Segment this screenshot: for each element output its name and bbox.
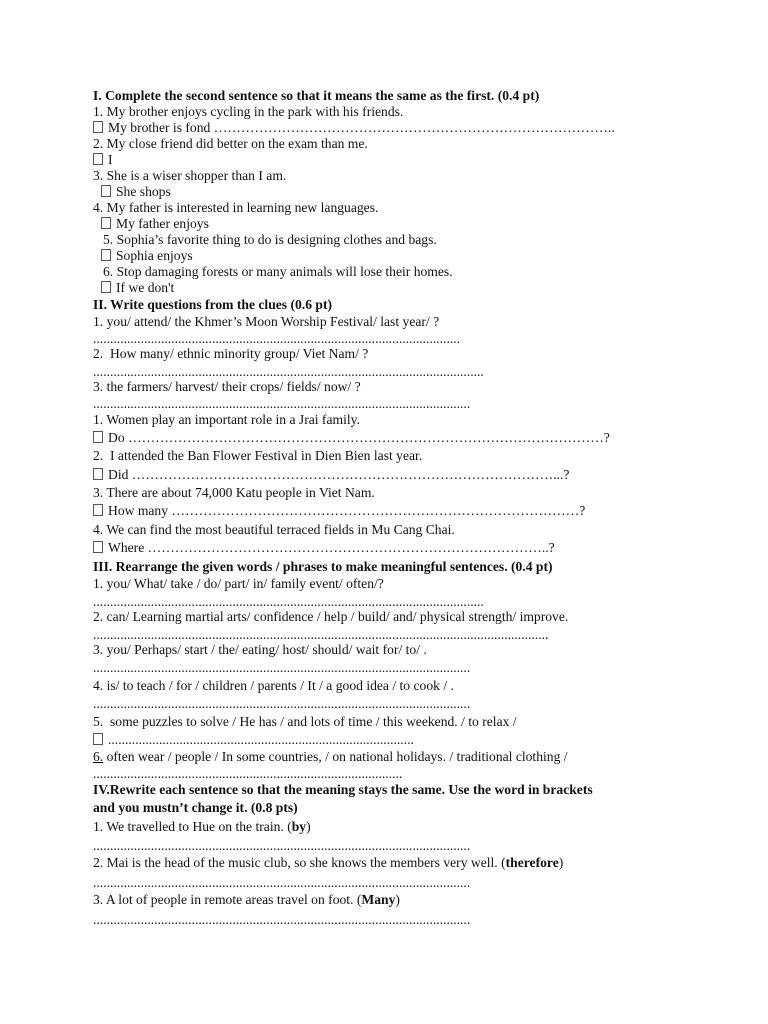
section-3-title: III. Rearrange the given words / phrases to make meaningful sentences. (0.4 pt) <box>93 559 553 574</box>
s1-answer-3: She shops <box>101 184 171 200</box>
s3-question-1: 1. you/ What/ take / do/ part/ in/ family event/ often/? <box>93 576 384 591</box>
s2-answer-line-1[interactable]: ............................................................................................................ <box>93 331 461 346</box>
checkbox-icon <box>93 153 103 165</box>
s3-question-3: 3. you/ Perhaps/ start / the/ eating/ host/ should/ wait for/ to/ . <box>93 642 427 657</box>
s1-answer-5: Sophia enjoys <box>101 248 193 264</box>
s3-answer-line-3[interactable]: ............................................................................................................... <box>93 660 471 675</box>
s3-question-2: 2. can/ Learning martial arts/ confidence / help / build/ and/ physical strength/ improve. <box>93 609 569 624</box>
checkbox-icon <box>93 468 103 480</box>
s3-answer-line-6[interactable]: ........................................................................................... <box>93 766 403 781</box>
s1-answer-1: My brother is fond …………………………………………………………………………….. <box>93 120 615 136</box>
s4-answer-line-3[interactable]: ............................................................................................................... <box>93 912 471 927</box>
s1-answer-2: I <box>93 152 113 168</box>
checkbox-icon <box>93 431 103 443</box>
s3-answer-line-1[interactable]: ................................................................................................................... <box>93 594 484 609</box>
s2-answer-line-2[interactable]: ................................................................................................................... <box>93 364 484 379</box>
checkbox-icon <box>93 541 103 553</box>
section-4-title-line-2: and you mustn’t change it. (0.8 pts) <box>93 800 298 815</box>
s1-question-4: 4. My father is interested in learning new languages. <box>93 200 379 215</box>
s1-answer-4: My father enjoys <box>101 216 209 232</box>
s3-question-4: 4. is/ to teach / for / children / parents / It / a good idea / to cook / . <box>93 678 454 693</box>
s4-question-3: 3. A lot of people in remote areas travel on foot. (Many) <box>93 892 400 907</box>
s2-prompt-answer-1: Do ……………………………………………………………………………………………? <box>93 430 610 446</box>
s2-question-1: 1. you/ attend/ the Khmer’s Moon Worship Festival/ last year/ ? <box>93 314 440 329</box>
s1-question-5: 5. Sophia’s favorite thing to do is designing clothes and bags. <box>103 232 437 247</box>
s2-prompt-4: 4. We can find the most beautiful terraced fields in Mu Cang Chai. <box>93 522 455 537</box>
section-4-title-line-1: IV.Rewrite each sentence so that the meaning stays the same. Use the word in brackets <box>93 782 593 797</box>
s1-question-1: 1. My brother enjoys cycling in the park with his friends. <box>93 104 404 119</box>
s1-answer-6: If we don't <box>101 280 174 296</box>
s3-question-6: 6. often wear / people / In some countries, / on national holidays. / traditional clothing / <box>93 749 568 764</box>
s4-keyword-3: Many <box>361 892 396 907</box>
s4-question-2: 2. Mai is the head of the music club, so she knows the members very well. (therefore) <box>93 855 564 870</box>
s4-answer-line-1[interactable]: ............................................................................................................... <box>93 838 471 853</box>
s4-answer-line-2[interactable]: ............................................................................................................... <box>93 875 471 890</box>
s2-answer-line-3[interactable]: ............................................................................................................... <box>93 396 471 411</box>
s2-question-3: 3. the farmers/ harvest/ their crops/ fields/ now/ ? <box>93 379 361 394</box>
section-2-title: II. Write questions from the clues (0.6 pt) <box>93 297 333 312</box>
s2-prompt-answer-4: Where ……………………………………………………………………………..? <box>93 540 555 556</box>
s4-keyword-1: by <box>291 819 307 834</box>
checkbox-icon <box>101 249 111 261</box>
section-1-title: I. Complete the second sentence so that it means the same as the first. (0.4 pt) <box>93 88 540 103</box>
s2-prompt-answer-2: Did …………………………………………………………………………………...? <box>93 467 569 483</box>
checkbox-icon <box>93 733 103 745</box>
s4-question-1: 1. We travelled to Hue on the train. (by) <box>93 819 311 834</box>
s2-prompt-2: 2. I attended the Ban Flower Festival in Dien Bien last year. <box>93 448 423 463</box>
s2-prompt-answer-3: How many ………………………………………………………………………………? <box>93 503 585 519</box>
checkbox-icon <box>101 185 111 197</box>
s3-answer-line-4[interactable]: ............................................................................................................... <box>93 696 471 711</box>
checkbox-icon <box>101 217 111 229</box>
checkbox-icon <box>93 504 103 516</box>
s1-question-3: 3. She is a wiser shopper than I am. <box>93 168 287 183</box>
s2-prompt-1: 1. Women play an important role in a Jrai family. <box>93 412 360 427</box>
s4-keyword-2: therefore <box>505 855 559 870</box>
checkbox-icon <box>93 121 103 133</box>
s2-prompt-3: 3. There are about 74,000 Katu people in Viet Nam. <box>93 485 375 500</box>
s3-question-5: 5. some puzzles to solve / He has / and lots of time / this weekend. / to relax / <box>93 714 517 729</box>
s3-answer-line-2[interactable]: ...................................................................................................................................... <box>93 627 549 642</box>
s2-question-2: 2. How many/ ethnic minority group/ Viet Nam/ ? <box>93 346 369 361</box>
s3-answer-line-5[interactable]: .......................................................................................... <box>93 732 414 748</box>
s1-question-2: 2. My close friend did better on the exam than me. <box>93 136 368 151</box>
checkbox-icon <box>101 281 111 293</box>
s1-question-6: 6. Stop damaging forests or many animals will lose their homes. <box>103 264 453 279</box>
